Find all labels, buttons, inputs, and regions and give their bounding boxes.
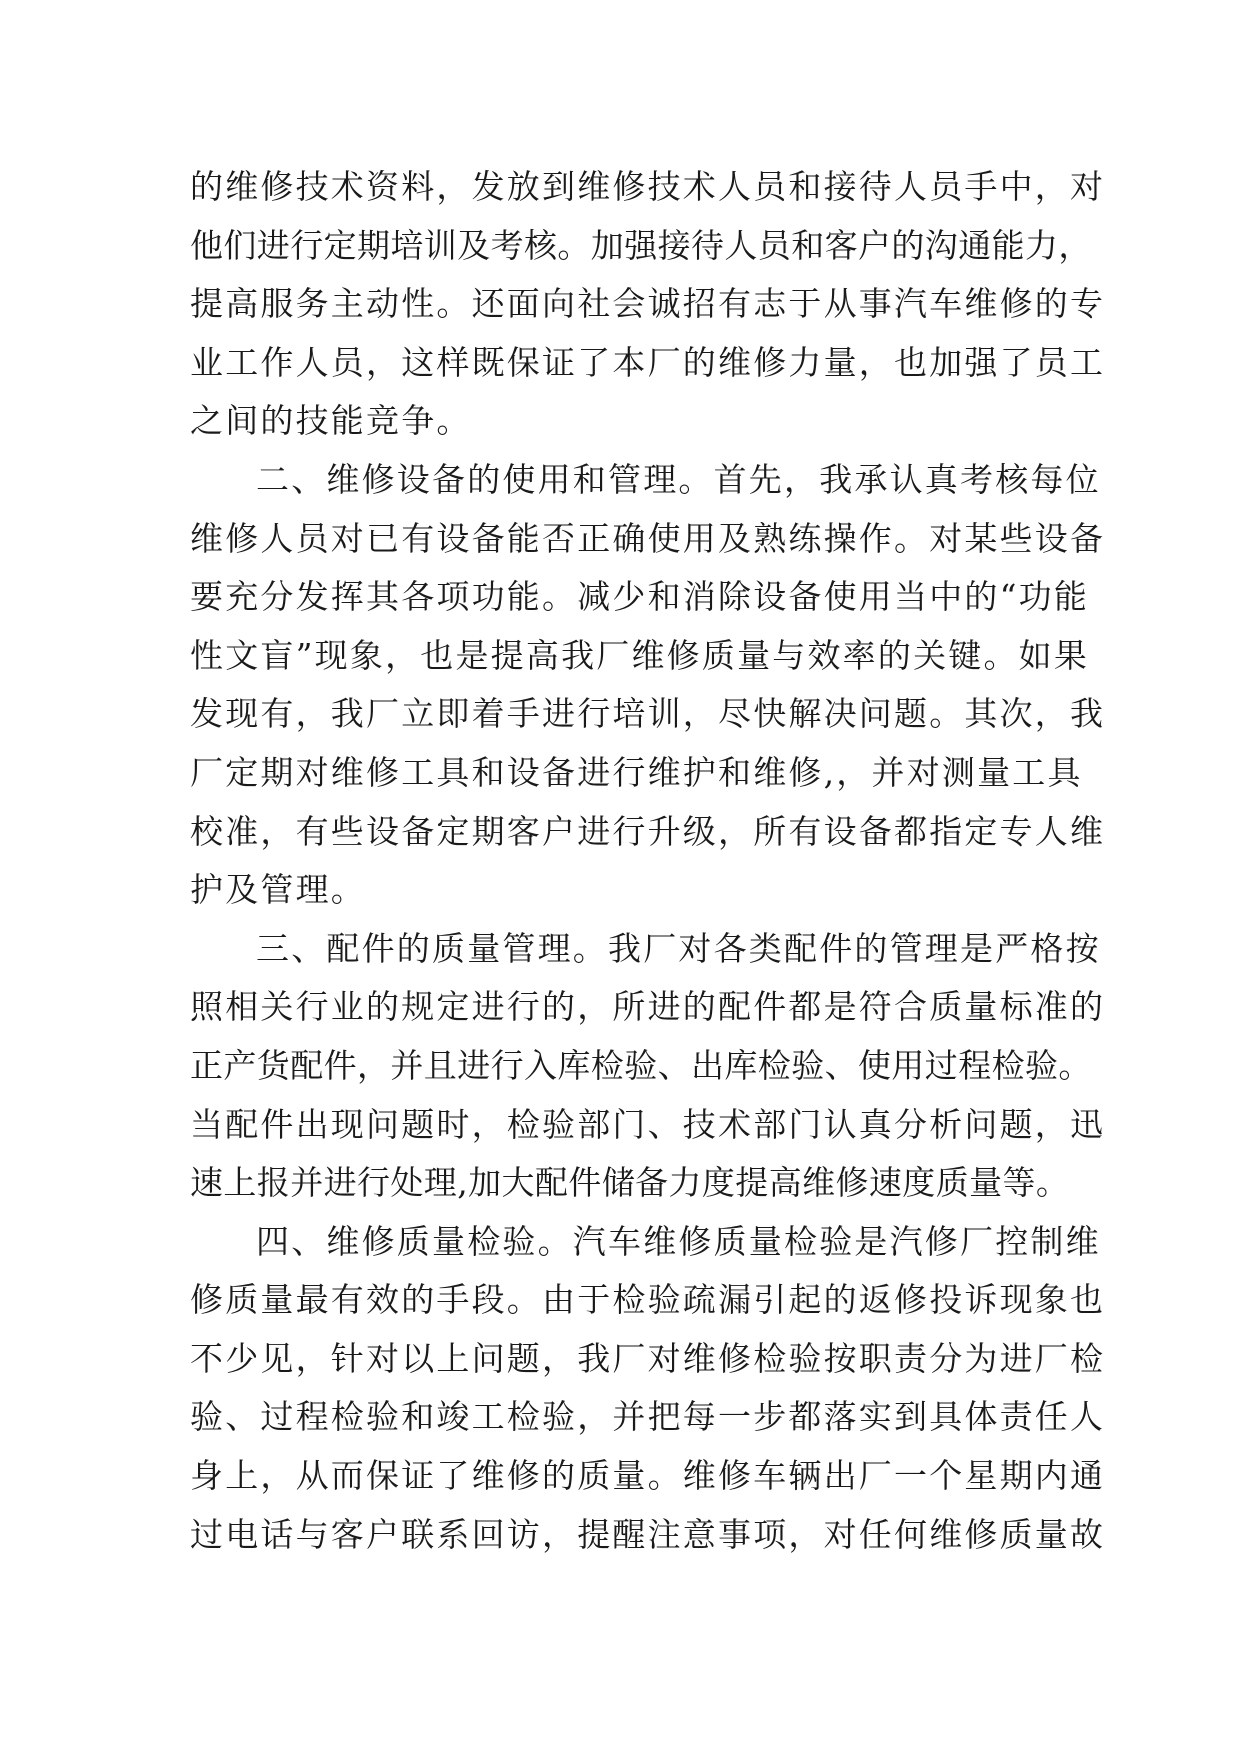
text-line-17: 当配件出现问题时，检验部门、技术部门认真分析问题，迅 xyxy=(190,1104,1106,1144)
text-line-24: 过电话与客户联系回访，提醒注意事项，对任何维修质量故 xyxy=(190,1514,1106,1554)
text-line-12: 校准，有些设备定期客户进行升级，所有设备都指定专人维 xyxy=(190,811,1106,851)
text-line-1: 的维修技术资料，发放到维修技术人员和接待人员手中，对 xyxy=(190,167,1106,206)
text-line-15: 照相关行业的规定进行的，所进的配件都是符合质量标准的 xyxy=(190,987,1106,1027)
text-line-5: 之间的技能竞争。 xyxy=(190,401,472,441)
text-line-16: 正产货配件，并且进行入库检验、出库检验、使用过程检验。 xyxy=(190,1045,1092,1085)
text-line-2: 他们进行定期培训及考核。加强接待人员和客户的沟通能力， xyxy=(190,225,1092,265)
paragraph-4-start: 四、维修质量检验。汽车维修质量检验是汽修厂控制维 xyxy=(256,1221,1101,1261)
text-line-13: 护及管理。 xyxy=(190,870,366,910)
text-line-23: 身上，从而保证了维修的质量。维修车辆出厂一个星期内通 xyxy=(190,1456,1106,1496)
paragraph-2-start: 二、维修设备的使用和管理。首先，我承认真考核每位 xyxy=(256,459,1101,499)
text-line-4: 业工作人员，这样既保证了本厂的维修力量，也加强了员工 xyxy=(190,342,1106,382)
body-text xyxy=(190,158,1106,1564)
text-line-9: 性文盲”现象，也是提高我厂维修质量与效率的关键。如果 xyxy=(190,635,1090,675)
text-line-20: 修质量最有效的手段。由于检验疏漏引起的返修投诉现象也 xyxy=(190,1280,1106,1320)
text-line-8: 要充分发挥其各项功能。减少和消除设备使用当中的“功能 xyxy=(190,577,1090,617)
paragraph-3-start: 三、配件的质量管理。我厂对各类配件的管理是严格按 xyxy=(256,928,1101,968)
text-line-10: 发现有，我厂立即着手进行培训，尽快解决问题。其次，我 xyxy=(190,694,1106,734)
text-line-3: 提高服务主动性。还面向社会诚招有志于从事汽车维修的专 xyxy=(190,284,1106,324)
text-line-22: 验、过程检验和竣工检验，并把每一步都落实到具体责任人 xyxy=(190,1397,1106,1437)
text-line-7: 维修人员对已有设备能否正确使用及熟练操作。对某些设备 xyxy=(190,518,1106,558)
text-line-11: 厂定期对维修工具和设备进行维护和维修,，并对测量工具 xyxy=(190,752,1083,792)
text-line-21: 不少见，针对以上问题，我厂对维修检验按职责分为进厂检 xyxy=(190,1338,1106,1378)
text-line-18: 速上报并进行处理,加大配件储备力度提高维修速度质量等。 xyxy=(190,1163,1070,1203)
